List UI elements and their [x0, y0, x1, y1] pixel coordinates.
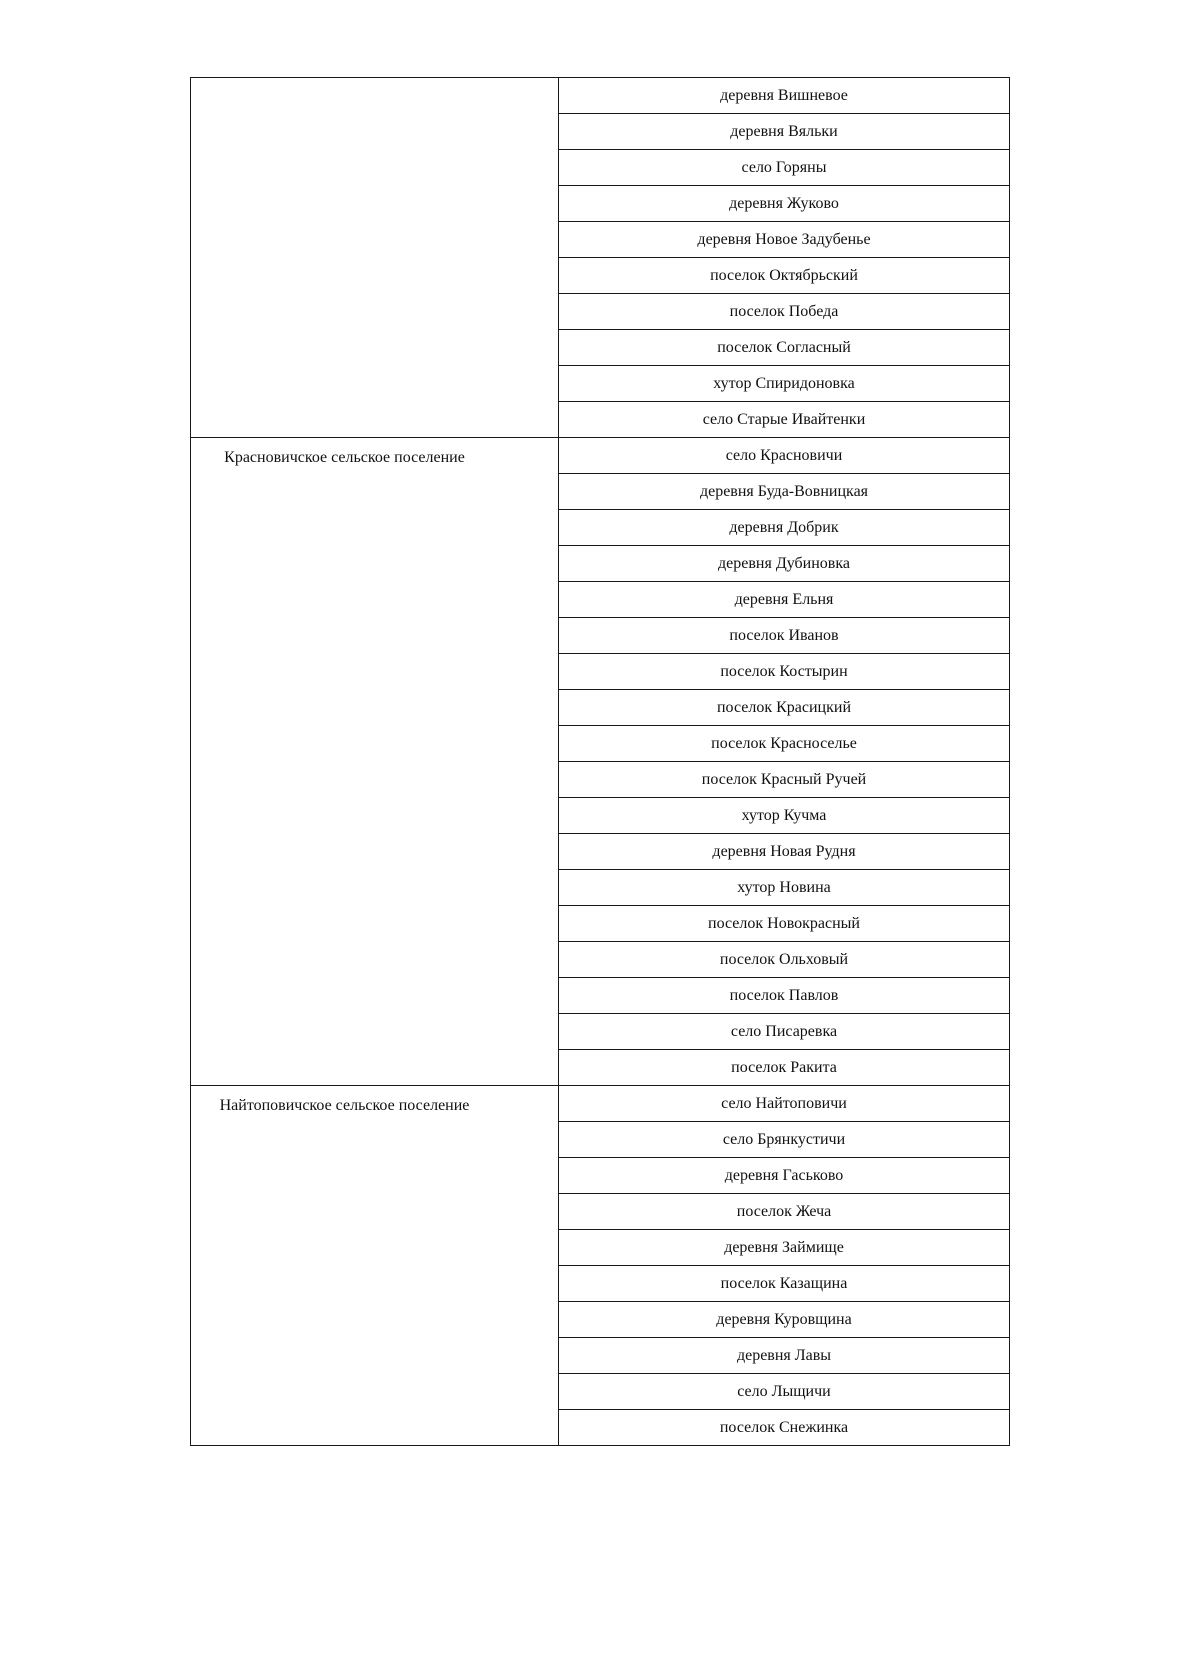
locality-name-cell: село Лыщичи	[559, 1374, 1010, 1410]
locality-name-cell: деревня Дубиновка	[559, 546, 1010, 582]
locality-name-cell: поселок Октябрьский	[559, 258, 1010, 294]
locality-name-cell: деревня Гаськово	[559, 1158, 1010, 1194]
locality-name-cell: деревня Займище	[559, 1230, 1010, 1266]
locality-name-cell: поселок Новокрасный	[559, 906, 1010, 942]
locality-name-cell: хутор Кучма	[559, 798, 1010, 834]
locality-name-cell: деревня Ельня	[559, 582, 1010, 618]
locality-name-cell: село Красновичи	[559, 438, 1010, 474]
locality-name-cell: поселок Согласный	[559, 330, 1010, 366]
settlements-table-body	[191, 78, 1010, 1446]
settlements-table	[190, 77, 1010, 1446]
locality-name-cell: поселок Ракита	[559, 1050, 1010, 1086]
locality-name-cell: поселок Иванов	[559, 618, 1010, 654]
locality-name-cell: поселок Жеча	[559, 1194, 1010, 1230]
table-row	[191, 1086, 1010, 1122]
locality-name-cell: поселок Костырин	[559, 654, 1010, 690]
locality-name-cell: деревня Лавы	[559, 1338, 1010, 1374]
locality-name-cell: деревня Добрик	[559, 510, 1010, 546]
locality-name-cell: поселок Ольховый	[559, 942, 1010, 978]
settlement-name-cell: Красновичское сельское поселение	[191, 438, 559, 1086]
settlement-name-cell: Найтоповичское сельское поселение	[191, 1086, 559, 1446]
table-row	[191, 78, 1010, 114]
locality-name-cell: село Горяны	[559, 150, 1010, 186]
locality-name-cell: поселок Красицкий	[559, 690, 1010, 726]
locality-name-cell: село Старые Ивайтенки	[559, 402, 1010, 438]
locality-name-cell: поселок Снежинка	[559, 1410, 1010, 1446]
locality-name-cell: поселок Красноселье	[559, 726, 1010, 762]
settlement-name-cell	[191, 78, 559, 438]
locality-name-cell: село Найтоповичи	[559, 1086, 1010, 1122]
locality-name-cell: хутор Спиридоновка	[559, 366, 1010, 402]
locality-name-cell: поселок Казащина	[559, 1266, 1010, 1302]
locality-name-cell: хутор Новина	[559, 870, 1010, 906]
locality-name-cell: село Брянкустичи	[559, 1122, 1010, 1158]
locality-name-cell: деревня Новое Задубенье	[559, 222, 1010, 258]
locality-name-cell: деревня Буда-Вовницкая	[559, 474, 1010, 510]
locality-name-cell: село Писаревка	[559, 1014, 1010, 1050]
locality-name-cell: поселок Павлов	[559, 978, 1010, 1014]
locality-name-cell: деревня Вишневое	[559, 78, 1010, 114]
locality-name-cell: деревня Новая Рудня	[559, 834, 1010, 870]
locality-name-cell: деревня Вяльки	[559, 114, 1010, 150]
locality-name-cell: деревня Жуково	[559, 186, 1010, 222]
locality-name-cell: деревня Куровщина	[559, 1302, 1010, 1338]
locality-name-cell: поселок Красный Ручей	[559, 762, 1010, 798]
table-row	[191, 438, 1010, 474]
locality-name-cell: поселок Победа	[559, 294, 1010, 330]
